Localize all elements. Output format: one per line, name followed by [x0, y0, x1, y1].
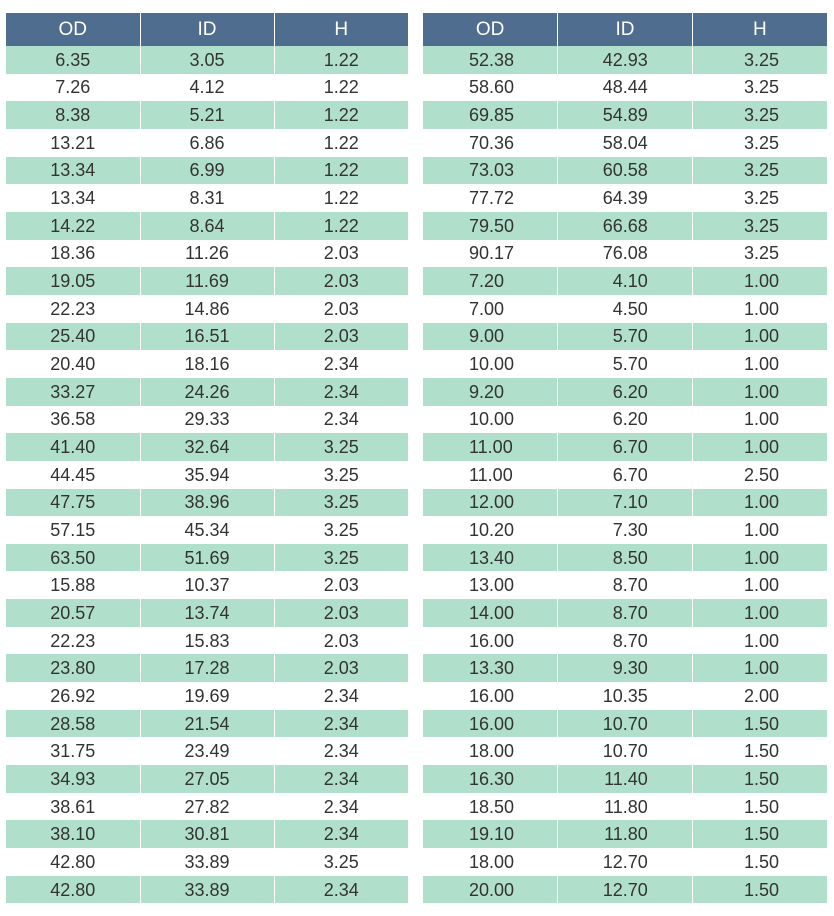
od-cell: 15.88	[6, 571, 140, 599]
table-row	[423, 378, 827, 406]
od-cell: 13.40	[423, 544, 558, 572]
h-cell: 2.03	[274, 323, 408, 351]
id-cell: 11.80	[558, 793, 693, 821]
id-cell: 6.20	[558, 406, 693, 434]
id-cell: 8.70	[558, 599, 693, 627]
id-cell: 24.26	[140, 378, 274, 406]
h-cell: 2.34	[274, 710, 408, 738]
id-cell: 6.70	[558, 433, 693, 461]
h-cell: 1.50	[692, 765, 827, 793]
od-cell: 13.34	[6, 157, 140, 185]
od-cell: 38.61	[6, 793, 140, 821]
id-cell: 12.70	[558, 848, 693, 876]
id-cell: 33.89	[140, 848, 274, 876]
od-cell: 63.50	[6, 544, 140, 572]
table-row	[6, 654, 408, 682]
table-row	[6, 406, 408, 434]
id-cell: 6.86	[140, 129, 274, 157]
h-cell: 2.03	[323, 243, 359, 264]
od-cell: 25.40	[6, 323, 140, 351]
id-cell: 14.86	[140, 295, 274, 323]
od-cell: 19.10	[423, 820, 558, 848]
od-cell: 73.03	[423, 157, 558, 185]
h-cell: 3.25	[692, 157, 827, 185]
table-row	[423, 129, 827, 157]
h-cell: 1.50	[692, 820, 827, 848]
table-row	[423, 267, 827, 295]
od-cell: 8.38	[6, 101, 140, 129]
h-cell: 1.22	[323, 188, 359, 209]
h-cell: 1.50	[743, 796, 779, 817]
id-cell: 10.70	[558, 737, 693, 765]
id-cell: 16.51	[140, 323, 274, 351]
od-cell: 33.27	[6, 378, 140, 406]
table-body	[6, 46, 408, 903]
od-cell: 13.34	[6, 184, 140, 212]
od-cell: 13.30	[423, 654, 558, 682]
id-cell: 66.68	[558, 212, 693, 240]
od-cell: 22.23	[6, 627, 140, 655]
id-cell: 12.70	[558, 876, 693, 904]
table-row	[423, 212, 827, 240]
od-cell: 7.20	[423, 267, 558, 295]
od-cell: 6.35	[6, 46, 140, 74]
table-row	[6, 350, 408, 378]
h-cell: 3.25	[274, 433, 408, 461]
od-cell: 23.80	[6, 654, 140, 682]
id-cell: 54.89	[558, 101, 693, 129]
h-cell: 3.25	[692, 46, 827, 74]
id-cell: 21.54	[140, 710, 274, 738]
table-row	[423, 323, 827, 351]
h-cell: 2.34	[323, 741, 359, 762]
id-cell: 6.20	[558, 378, 693, 406]
table-row	[423, 184, 827, 212]
h-cell: 1.00	[692, 654, 827, 682]
table-row	[6, 157, 408, 185]
size-table-left	[6, 13, 408, 903]
id-cell: 64.39	[558, 184, 693, 212]
od-cell: 20.00	[423, 876, 558, 904]
h-cell: 3.25	[743, 77, 779, 98]
table-row	[423, 157, 827, 185]
table-row	[423, 737, 827, 765]
id-cell: 4.12	[140, 74, 274, 102]
id-cell: 18.16	[140, 350, 274, 378]
table-row	[423, 516, 827, 544]
table-row	[6, 461, 408, 489]
table-row	[423, 793, 827, 821]
od-cell: 79.50	[423, 212, 558, 240]
id-cell: 8.70	[558, 571, 693, 599]
od-cell: 26.92	[6, 682, 140, 710]
id-cell: 11.69	[140, 267, 274, 295]
table-row	[423, 710, 827, 738]
id-cell: 8.64	[140, 212, 274, 240]
table-row	[6, 710, 408, 738]
id-cell: 3.05	[140, 46, 274, 74]
od-cell: 69.85	[423, 101, 558, 129]
table-row	[423, 848, 827, 876]
h-cell: 3.25	[274, 544, 408, 572]
id-cell: 58.04	[558, 129, 693, 157]
id-cell: 23.49	[140, 737, 274, 765]
id-cell: 42.93	[558, 46, 693, 74]
od-cell: 14.00	[423, 599, 558, 627]
id-cell: 38.96	[140, 489, 274, 517]
header-h: H	[692, 13, 827, 46]
od-cell: 16.00	[423, 627, 558, 655]
h-cell: 1.50	[692, 710, 827, 738]
od-cell: 12.00	[423, 489, 558, 517]
od-cell: 22.23	[6, 295, 140, 323]
table-row	[423, 406, 827, 434]
id-cell: 60.58	[558, 157, 693, 185]
table-row	[6, 129, 408, 157]
id-cell: 13.74	[140, 599, 274, 627]
h-cell: 1.50	[743, 741, 779, 762]
od-cell: 20.57	[6, 599, 140, 627]
h-cell: 1.00	[692, 599, 827, 627]
id-cell: 5.70	[558, 323, 693, 351]
od-cell: 11.00	[423, 433, 558, 461]
od-cell: 18.36	[6, 240, 140, 268]
table-row	[423, 74, 827, 102]
h-cell: 1.00	[692, 489, 827, 517]
h-cell: 1.22	[323, 132, 359, 153]
table-row	[6, 433, 408, 461]
id-cell: 30.81	[140, 820, 274, 848]
table-row	[423, 571, 827, 599]
od-cell: 34.93	[6, 765, 140, 793]
h-cell: 1.22	[274, 101, 408, 129]
od-cell: 42.80	[6, 876, 140, 904]
table-row	[423, 876, 827, 904]
id-cell: 32.64	[140, 433, 274, 461]
h-cell: 1.00	[743, 298, 779, 319]
id-cell: 10.70	[558, 710, 693, 738]
od-cell: 10.00	[423, 406, 558, 434]
table-row	[423, 627, 827, 655]
table-row	[6, 295, 408, 323]
table-row	[6, 765, 408, 793]
table-row	[423, 820, 827, 848]
table-row	[423, 295, 827, 323]
od-cell: 36.58	[6, 406, 140, 434]
id-cell: 8.50	[558, 544, 693, 572]
header-row	[423, 13, 827, 46]
header-row	[6, 13, 408, 46]
table-row	[423, 433, 827, 461]
table-row	[423, 46, 827, 74]
h-cell: 3.25	[323, 519, 359, 540]
h-cell: 2.03	[323, 298, 359, 319]
h-cell: 1.00	[743, 575, 779, 596]
h-cell: 2.50	[743, 464, 779, 485]
id-cell: 76.08	[558, 240, 693, 268]
table-row	[423, 240, 827, 268]
h-cell: 1.00	[692, 433, 827, 461]
id-cell: 8.31	[140, 184, 274, 212]
h-cell: 2.34	[323, 685, 359, 706]
id-cell: 29.33	[140, 406, 274, 434]
h-cell: 1.22	[323, 77, 359, 98]
id-cell: 27.82	[140, 793, 274, 821]
id-cell: 8.70	[558, 627, 693, 655]
table-row	[423, 682, 827, 710]
header-od: OD	[423, 13, 558, 46]
od-cell: 28.58	[6, 710, 140, 738]
od-cell: 14.22	[6, 212, 140, 240]
h-cell: 2.34	[323, 409, 359, 430]
od-cell: 18.00	[423, 737, 558, 765]
h-cell: 1.50	[692, 876, 827, 904]
h-cell: 1.00	[743, 409, 779, 430]
id-cell: 45.34	[140, 516, 274, 544]
h-cell: 2.03	[274, 654, 408, 682]
od-cell: 10.00	[423, 350, 558, 378]
table-row	[423, 101, 827, 129]
table-row	[6, 101, 408, 129]
h-cell: 2.03	[323, 575, 359, 596]
table-row	[6, 184, 408, 212]
od-cell: 13.21	[6, 129, 140, 157]
id-cell: 6.99	[140, 157, 274, 185]
table-row	[6, 489, 408, 517]
header-h: H	[274, 13, 408, 46]
table-row	[423, 544, 827, 572]
h-cell: 3.25	[323, 464, 359, 485]
od-cell: 11.00	[423, 461, 558, 489]
h-cell: 1.00	[743, 354, 779, 375]
table-row	[423, 765, 827, 793]
od-cell: 52.38	[423, 46, 558, 74]
table-row	[6, 267, 408, 295]
od-cell: 10.20	[423, 516, 558, 544]
h-cell: 2.00	[743, 685, 779, 706]
size-table-right	[423, 13, 827, 903]
od-cell: 16.00	[423, 710, 558, 738]
od-cell: 31.75	[6, 737, 140, 765]
header-od: OD	[6, 13, 140, 46]
id-cell: 48.44	[558, 74, 693, 102]
h-cell: 2.03	[323, 630, 359, 651]
id-cell: 17.28	[140, 654, 274, 682]
od-cell: 77.72	[423, 184, 558, 212]
table-row	[6, 323, 408, 351]
h-cell: 3.25	[323, 851, 359, 872]
od-cell: 20.40	[6, 350, 140, 378]
table-row	[6, 682, 408, 710]
h-cell: 2.34	[274, 820, 408, 848]
table-row	[6, 820, 408, 848]
h-cell: 2.34	[323, 796, 359, 817]
od-cell: 42.80	[6, 848, 140, 876]
table-body	[423, 46, 827, 903]
od-cell: 18.50	[423, 793, 558, 821]
id-cell: 10.37	[140, 571, 274, 599]
header-id: ID	[558, 13, 693, 46]
id-cell: 11.80	[558, 820, 693, 848]
table-row	[6, 848, 408, 876]
h-cell: 1.00	[743, 630, 779, 651]
od-cell: 16.00	[423, 682, 558, 710]
table-row	[6, 240, 408, 268]
id-cell: 11.40	[558, 765, 693, 793]
od-cell: 9.00	[423, 323, 558, 351]
id-cell: 7.10	[558, 489, 693, 517]
table-row	[6, 876, 408, 904]
id-cell: 5.70	[558, 350, 693, 378]
table-row	[6, 737, 408, 765]
table-row	[423, 350, 827, 378]
table-row	[6, 544, 408, 572]
table-row	[423, 599, 827, 627]
table-row	[423, 461, 827, 489]
header-id: ID	[140, 13, 274, 46]
od-cell: 70.36	[423, 129, 558, 157]
h-cell: 2.34	[274, 765, 408, 793]
od-cell: 47.75	[6, 489, 140, 517]
od-cell: 41.40	[6, 433, 140, 461]
table-row	[423, 654, 827, 682]
id-cell: 15.83	[140, 627, 274, 655]
id-cell: 11.26	[140, 240, 274, 268]
od-cell: 9.20	[423, 378, 558, 406]
table-row	[6, 793, 408, 821]
h-cell: 1.00	[692, 323, 827, 351]
h-cell: 3.25	[743, 132, 779, 153]
h-cell: 1.50	[743, 851, 779, 872]
h-cell: 1.00	[743, 519, 779, 540]
table-row	[423, 489, 827, 517]
od-cell: 13.00	[423, 571, 558, 599]
od-cell: 19.05	[6, 267, 140, 295]
h-cell: 1.00	[692, 544, 827, 572]
h-cell: 3.25	[692, 101, 827, 129]
id-cell: 9.30	[558, 654, 693, 682]
h-cell: 3.25	[692, 212, 827, 240]
h-cell: 1.00	[692, 267, 827, 295]
h-cell: 2.34	[274, 378, 408, 406]
table-row	[6, 571, 408, 599]
od-cell: 16.30	[423, 765, 558, 793]
id-cell: 4.50	[558, 295, 693, 323]
id-cell: 35.94	[140, 461, 274, 489]
id-cell: 5.21	[140, 101, 274, 129]
id-cell: 51.69	[140, 544, 274, 572]
table-row	[6, 378, 408, 406]
h-cell: 3.25	[274, 489, 408, 517]
id-cell: 6.70	[558, 461, 693, 489]
od-cell: 18.00	[423, 848, 558, 876]
h-cell: 2.34	[323, 354, 359, 375]
id-cell: 7.30	[558, 516, 693, 544]
table-row	[6, 599, 408, 627]
od-cell: 44.45	[6, 461, 140, 489]
od-cell: 38.10	[6, 820, 140, 848]
h-cell: 2.03	[274, 267, 408, 295]
h-cell: 1.00	[692, 378, 827, 406]
h-cell: 3.25	[743, 243, 779, 264]
table-row	[6, 74, 408, 102]
id-cell: 33.89	[140, 876, 274, 904]
od-cell: 57.15	[6, 516, 140, 544]
h-cell: 2.03	[274, 599, 408, 627]
table-row	[6, 627, 408, 655]
table-row	[6, 212, 408, 240]
id-cell: 4.10	[558, 267, 693, 295]
h-cell: 3.25	[743, 188, 779, 209]
od-cell: 7.26	[6, 74, 140, 102]
od-cell: 90.17	[423, 240, 558, 268]
id-cell: 27.05	[140, 765, 274, 793]
table-row	[6, 46, 408, 74]
id-cell: 19.69	[140, 682, 274, 710]
h-cell: 1.22	[274, 157, 408, 185]
table-row	[6, 516, 408, 544]
od-cell: 58.60	[423, 74, 558, 102]
od-cell: 7.00	[423, 295, 558, 323]
h-cell: 2.34	[274, 876, 408, 904]
h-cell: 1.22	[274, 212, 408, 240]
h-cell: 1.22	[274, 46, 408, 74]
id-cell: 10.35	[558, 682, 693, 710]
